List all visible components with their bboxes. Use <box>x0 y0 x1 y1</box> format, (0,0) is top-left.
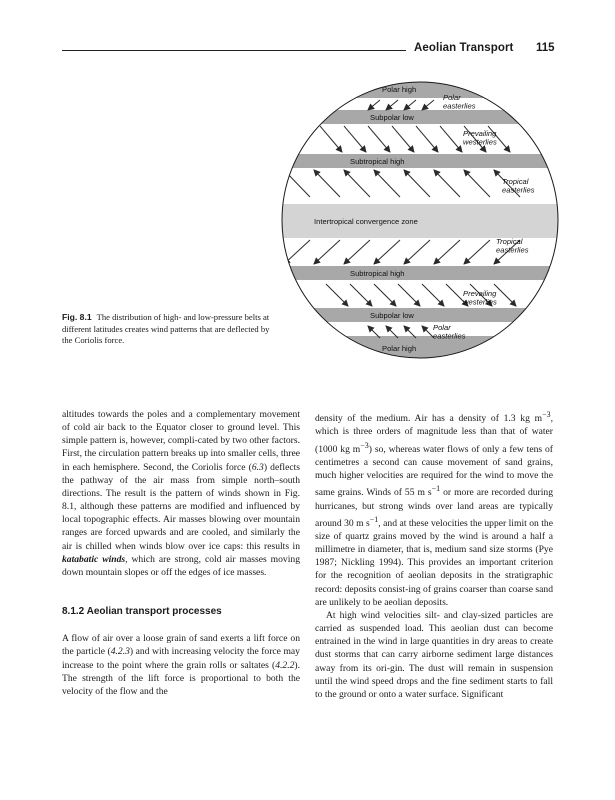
superscript: −1 <box>369 514 379 524</box>
key-term: katabatic winds <box>62 553 126 565</box>
pressure-belt <box>280 110 560 124</box>
wind-label: Polar easterlies <box>443 93 476 111</box>
wind-belt-diagram <box>280 80 560 360</box>
body-paragraph: At high wind velocities silt- and clay-sized particles are carried as suspended load. This aeolian dust can become entrained in the wind in large quantities in dry areas to create dust storms that can carry airborne sediment large distances away from its ori-gin. The dust will remain in suspension until the wind speed drops and the fine sediment starts to fall to the ground or onto a water surface. Significant <box>315 609 553 700</box>
wind-label: Prevailing westerlies <box>463 289 497 307</box>
right-column <box>315 408 553 701</box>
pressure-belt <box>280 336 560 360</box>
running-header-title: Aeolian Transport <box>414 42 514 54</box>
superscript: −3 <box>360 440 369 450</box>
belt-label: Subpolar low <box>370 311 414 320</box>
figure-caption <box>62 312 276 347</box>
text-run: A flow of air over a loose grain of sand exerts a lift force on the particle ( <box>62 633 300 658</box>
left-column <box>62 408 300 698</box>
body-paragraph <box>62 408 300 579</box>
superscript: −3 <box>542 410 551 419</box>
cross-reference: 4.2.3 <box>110 646 130 658</box>
belt-label: Subtropical high <box>350 269 405 278</box>
text-run: , and at these velocities the upper limit on the size of quartz grains moved by the wind is around a half a millimetre in diameter, that is, medium sand size storms (Pye 1987; Nickling 1994). This provides an important criterion for the recognition of aeolian deposits in the stratigraphic record: deposits consist-ing of grains coarser than coarse sand are unlikely to be aeolian deposits. <box>315 517 553 608</box>
cross-reference: 4.2.2 <box>275 659 295 671</box>
text-run: altitudes towards the poles and a complementary movement of cold air back to the Equator closer to ground level. This simple pattern is, however, compli-cated by two other factors. First, the circulation pattern breaks up into smaller cells, three in each hemisphere. Second, the Coriolis force ( <box>62 409 300 473</box>
body-paragraph <box>315 408 553 609</box>
text-run: or more are recorded during hurricanes, but strong winds over land areas are typically around 30 m s <box>315 487 554 529</box>
section-heading: 8.1.2 Aeolian transport processes <box>62 606 222 618</box>
cross-reference: 6.3 <box>251 461 264 473</box>
belt-label: Subtropical high <box>350 157 405 166</box>
wind-label: Prevailing westerlies <box>463 129 497 147</box>
pressure-belt <box>280 80 560 98</box>
belt-label: Polar high <box>382 344 417 353</box>
text-run: ). The strength of the lift force is proportional to both the velocity of the flow and the <box>62 659 300 697</box>
body-paragraph <box>62 632 300 698</box>
header-rule <box>62 50 406 51</box>
figure-caption-label: Fig. 8.1 <box>62 312 92 322</box>
pressure-belt <box>280 266 560 280</box>
text-run: density of the medium. Air has a density of 1.3 kg m <box>315 413 543 425</box>
superscript: −1 <box>431 484 441 494</box>
wind-label: Tropical easterlies <box>496 237 529 255</box>
wind-label: Polar easterlies <box>433 323 466 341</box>
text-run: ) and with increasing velocity the force may increase to the point where the grain rolls or saltates ( <box>62 646 300 671</box>
wind-label: Tropical easterlies <box>502 177 535 195</box>
belt-label: Intertropical convergence zone <box>314 217 418 226</box>
figure-caption-text: The distribution of high- and low-pressure belts at different latitudes creates wind patterns that are deflected by the Coriolis force. <box>62 312 270 346</box>
text-run: ) so, whereas water flows of only a few tens of centimetres a second can cause movement of sand grains, much higher velocities are required for the wind to move the same grains. Winds of 55 m s <box>315 443 553 499</box>
belt-label: Subpolar low <box>370 113 414 122</box>
text-run: , which is three orders of magnitude less than that of water (1000 kg m <box>315 413 553 455</box>
pressure-belt <box>280 154 560 168</box>
page-number: 115 <box>536 42 555 54</box>
pressure-belt <box>280 308 560 322</box>
text-run: ) deflects the pathway of the air mass from simple north–south directions. The result is the pattern of winds shown in Fig. 8.1, although these patterns are modified and influenced by local topographic effects. Air masses blowing over mountain ranges are forced upwards and are cooled, and similarly the air is chilled when winds blow over ice caps: this results in <box>62 461 300 552</box>
belt-label: Polar high <box>382 85 417 94</box>
text-run: , which are strong, cold air masses moving down mountain slopes or off the edges of ice masses. <box>62 553 300 578</box>
